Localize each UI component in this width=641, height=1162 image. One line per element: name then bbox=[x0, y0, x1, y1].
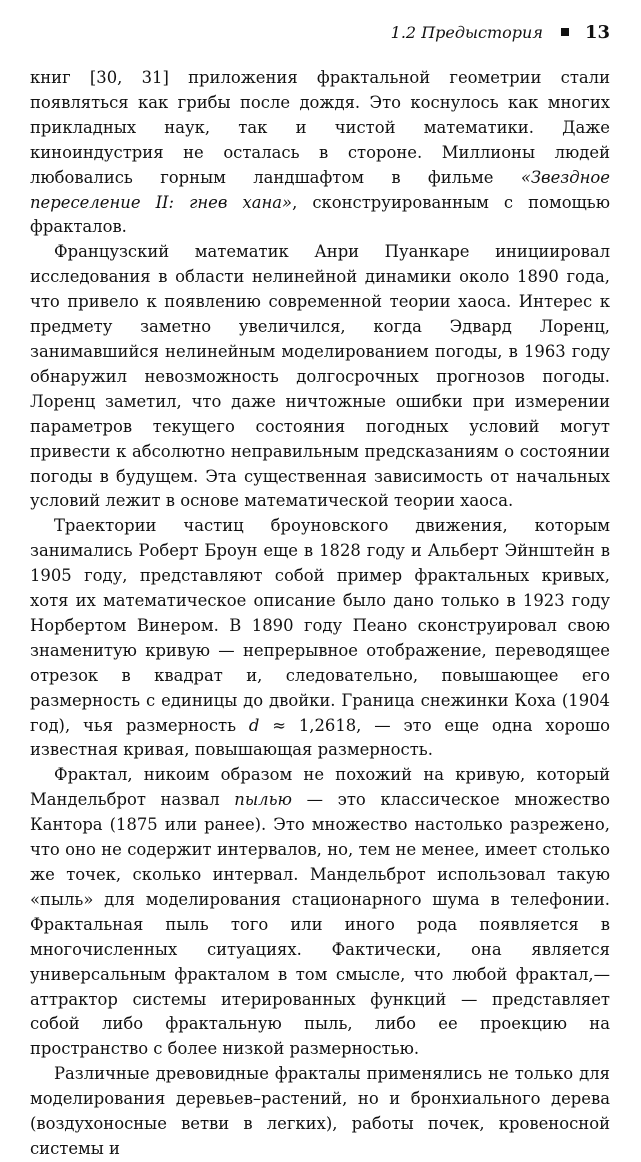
paragraph-text: книг [30, 31] приложения фрактальной геометрии стали появляться как грибы после дождя. Это коснулось как многих прикладных наук, так и чистой математики. Даже киноиндустрия не осталась в стороне. Миллионы людей любовались горным ландшафтом в фильме bbox=[30, 68, 610, 187]
paragraph bbox=[30, 763, 610, 1062]
paragraph bbox=[30, 514, 610, 763]
paragraph-text: ≈ 1,2618, — это еще одна хорошо известная кривая, повышающая размерность. bbox=[30, 715, 610, 760]
page-number: 13 bbox=[584, 21, 610, 43]
book-page bbox=[30, 18, 610, 1158]
running-head bbox=[30, 18, 610, 46]
body-text bbox=[30, 66, 610, 1162]
math-variable: d bbox=[248, 715, 260, 735]
paragraph-text: Французский математик Анри Пуанкаре инициировал исследования в области нелинейной динамики около 1890 года, что привело к появлению современной теории хаоса. Интерес к предмету заметно увеличился, когда Эдвард Лоренц, занимавшийся нелинейным моделированием погоды, в 1963 году обнаружил невозможность долгосрочных прогнозов погоды. Лоренц заметил, что даже ничтожные ошибки при измерении параметров текущего состояния погодных условий могут привести к абсолютно неправильным предсказаниям о состоянии погоды в будущем. Эта существенная зависимость от начальных условий лежит в основе математической теории хаоса. bbox=[30, 242, 610, 511]
paragraph-text: — это классическое множество Кантора (1875 или ранее). Это множество настолько разрежено, что оно не содержит интервалов, но, тем не менее, имеет столько же точек, сколько интервал. Мандельброт использовал такую «пыль» для моделирования стационарного шума в телефонии. Фрактальная пыль того или иного рода появляется в многочисленных ситуациях. Фактически, она является универсальным фракталом в том смысле, что любой фрактал,— аттрактор системы итерированных функций — представляет собой либо фрактальную пыль, либо ее проекцию на пространство с более низкой размерностью. bbox=[30, 790, 610, 1059]
section-title: 1.2 Предыстория bbox=[390, 22, 543, 42]
emphasis-term: пылью bbox=[234, 790, 292, 810]
paragraph-text: Траектории частиц броуновского движения, которым занимались Роберт Броун еще в 1828 году и Альберт Эйнштейн в 1905 году, представляют собой пример фрактальных кривых, хотя их математическое описание было дано только в 1923 году Норбертом Винером. В 1890 году Пеано сконструировал свою знаменитую кривую — непрерывное отображение, переводящее отрезок в квадрат и, следовательно, повышающее его размерность с единицы до двойки. Граница снежинки Коха (1904 год), чья размерность bbox=[30, 516, 610, 735]
bullet-icon bbox=[561, 28, 569, 36]
paragraph bbox=[30, 240, 610, 514]
paragraph-text: Фрактал, никоим образом не похожий на кривую, который Мандельброт назвал bbox=[30, 765, 610, 810]
paragraph-text: Различные древовидные фракталы применялись не только для моделирования деревьев–растений, но и бронхиального дерева (воздухоносные ветви в легких), работы почек, кровеносной системы и bbox=[30, 1064, 610, 1158]
film-title: «Звездное переселение II: гнев хана» bbox=[30, 167, 610, 212]
paragraph bbox=[30, 1062, 610, 1162]
paragraph-text: , сконструированным с помощью фракталов. bbox=[30, 192, 610, 237]
paragraph bbox=[30, 66, 610, 240]
